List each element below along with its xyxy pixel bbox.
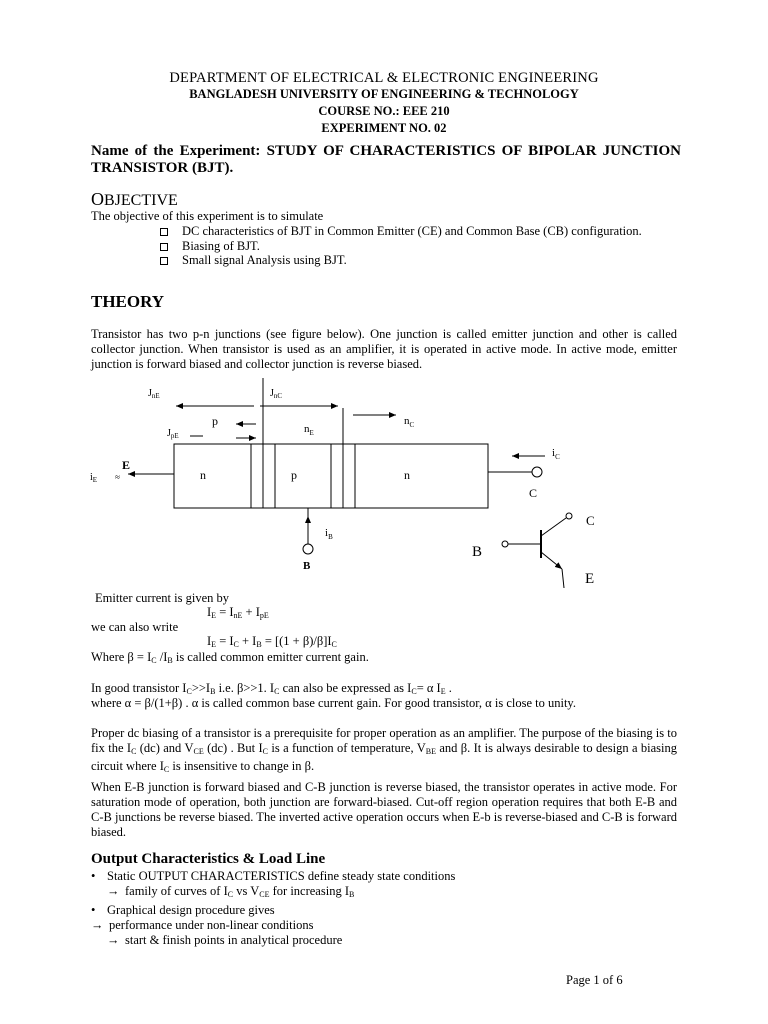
jpe-label: $J_{pE}$	[167, 428, 179, 440]
modes-paragraph: When E-B junction is forward biased and C-B junction is reverse biased, the transistor operates in active mode. For saturation mode of operation, both junction are forward-biased. Cut-off region operation requires that both E-B and C-B junctions be reverse biased. The inverted active operation occurs when E-b is reverse-biased and C-B is forward biased.	[91, 780, 677, 839]
list-item	[91, 933, 455, 948]
arrow-icon: →	[107, 933, 120, 948]
arrow-icon: →	[107, 884, 120, 899]
symbol-base-label: B	[472, 544, 483, 560]
university-name: BANGLADESH UNIVERSITY OF ENGINEERING & TECHNOLOGY	[189, 87, 579, 101]
square-bullet-icon	[160, 243, 168, 251]
good-transistor-text: In good transistor $I_C>>I_B$ i.e. β>>1. $I_C$ can also be expressed as $I_C= \alpha$ $I_E$ .	[91, 681, 452, 696]
ie-label: $i_E$	[90, 472, 98, 484]
beta-definition: Where $\beta = I_C$ $/I_B$ is called common emitter current gain.	[91, 650, 369, 665]
objective-intro: The objective of this experiment is to simulate	[91, 209, 324, 223]
alpha-definition: where α = β/(1+β) . α is called common base current gain. For good transistor, α is close to unity.	[91, 696, 576, 710]
ic-label: $i_C$	[552, 447, 560, 461]
list-item-text: Graphical design procedure gives	[107, 902, 275, 917]
department-title: DEPARTMENT OF ELECTRICAL & ELECTRONIC ENGINEERING	[169, 70, 599, 86]
emitter-intro: Emitter current is given by	[95, 591, 229, 605]
region-n-emitter: n	[200, 468, 206, 482]
jne-label: $J_{nE}$	[148, 388, 160, 400]
objective-item	[158, 239, 678, 254]
ib-label: $i_B$	[325, 527, 333, 541]
objective-item	[158, 253, 678, 268]
theory-heading: THEORY	[91, 292, 165, 311]
course-number: COURSE NO.: EEE 210	[318, 104, 450, 118]
page-number: Page 1 of 6	[566, 973, 623, 987]
symbol-emitter-label: E	[585, 571, 595, 587]
list-item-text: start & finish points in analytical procedure	[125, 933, 343, 948]
ne-label: $n_E$	[304, 423, 314, 437]
emitter-terminal-label: E	[122, 458, 131, 472]
experiment-number: EXPERIMENT NO. 02	[321, 121, 447, 135]
also-write-text: we can also write	[91, 620, 179, 634]
objective-item	[158, 224, 678, 239]
collector-terminal-label: C	[529, 486, 538, 500]
output-list	[91, 869, 455, 948]
base-terminal-label: B	[303, 560, 311, 572]
objective-list	[158, 224, 678, 268]
list-item-text: performance under non-linear conditions	[109, 917, 314, 932]
bullet-icon: •	[91, 869, 96, 883]
objective-item-text: Biasing of BJT.	[182, 238, 260, 253]
arrow-icon: →	[91, 917, 104, 932]
output-characteristics-heading: Output Characteristics & Load Line	[91, 851, 326, 867]
objective-heading-initial: O	[91, 189, 104, 209]
objective-heading-rest: BJECTIVE	[104, 192, 178, 209]
region-p-base: p	[291, 468, 297, 482]
collector-node	[532, 467, 542, 477]
bjt-symbol-icon	[502, 513, 572, 588]
objective-item-text: Small signal Analysis using BJT.	[182, 253, 347, 267]
list-item	[91, 903, 455, 918]
list-item-text: family of curves of $I_C$ vs $V_{CE}$ for increasing $I_B$	[125, 884, 355, 900]
objective-item-text: DC characteristics of BJT in Common Emitter (CE) and Common Base (CB) configuration.	[182, 224, 642, 238]
bjt-diagram	[0, 378, 768, 593]
equation-ie-ic: $I_E = I_C + I_B = [(1 + \beta)/\beta]I_C$	[207, 634, 337, 649]
square-bullet-icon	[160, 257, 168, 265]
experiment-name: Name of the Experiment: STUDY OF CHARACTERISTICS OF BIPOLAR JUNCTION TRANSISTOR (BJT).	[91, 143, 681, 176]
biasing-paragraph: Proper dc biasing of a transistor is a prerequisite for proper operation as an amplifier. The purpose of the biasing is to fix the $I_C$ (dc) and $V_{CE}$ (dc) . But $I_C$ is a function of temperature, $V_{BE}$ and β. It is always desirable to design a biasing circuit where $I_C$ is insensitive to change in β.	[91, 726, 677, 774]
list-item-text: Static OUTPUT CHARACTERISTICS define steady state conditions	[107, 869, 456, 883]
equation-ie: $I_E = I_{nE} + I_{pE}$	[207, 605, 269, 620]
objective-heading	[91, 189, 178, 210]
list-item	[91, 869, 455, 884]
list-item	[91, 918, 455, 933]
emitter-tilde: ≈	[115, 472, 120, 482]
top-region-p: p	[212, 414, 218, 428]
symbol-collector-label: C	[586, 513, 595, 528]
square-bullet-icon	[160, 228, 168, 236]
region-n-collector: n	[404, 468, 410, 482]
jnc-label: $J_{nC}$	[270, 388, 283, 400]
nc-label: $n_C$	[404, 415, 415, 429]
bullet-icon: •	[91, 902, 96, 917]
theory-paragraph: Transistor has two p-n junctions (see figure below). One junction is called emitter junction and other is called collector junction. When transistor is used as an amplifier, it is operated in active mode. In active mode, emitter junction is forward biased and collector junction is reverse biased.	[91, 327, 677, 371]
base-node	[303, 544, 313, 554]
list-item	[91, 884, 455, 902]
